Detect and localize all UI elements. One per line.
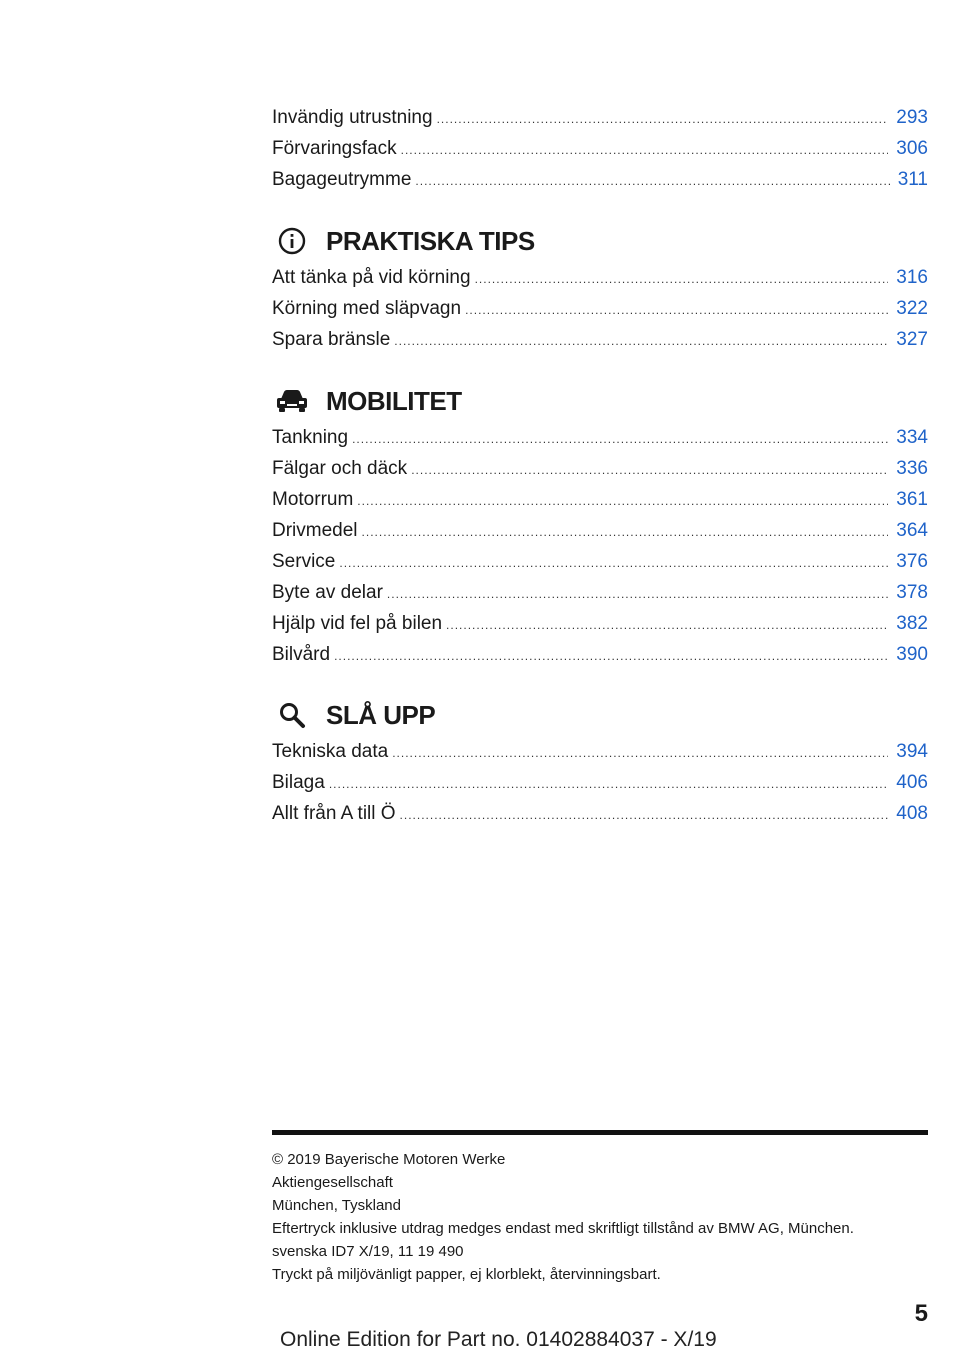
toc-entry-label: Motorrum	[272, 489, 354, 510]
car-icon	[272, 381, 312, 421]
dot-leader	[362, 517, 889, 548]
imprint-line: Eftertryck inklusive utdrag medges endast med skriftligt tillstånd av BMW AG, München.	[272, 1220, 854, 1237]
toc-entry-label: Hjälp vid fel på bilen	[272, 613, 443, 634]
toc-entry-page[interactable]: 378	[896, 582, 928, 603]
toc-entry-page[interactable]: 376	[896, 551, 928, 572]
toc-entry-page[interactable]: 382	[896, 613, 928, 634]
section-title: SLÅ UPP	[326, 699, 436, 730]
toc-entry-page[interactable]: 394	[896, 741, 928, 762]
toc-entry[interactable]	[272, 546, 928, 577]
imprint-line: München, Tyskland	[272, 1197, 401, 1214]
toc-entry[interactable]	[272, 102, 928, 133]
toc-entry[interactable]	[272, 736, 928, 767]
toc-top	[272, 102, 928, 195]
section-title: PRAKTISKA TIPS	[326, 225, 535, 256]
dot-leader	[339, 548, 888, 579]
dot-leader	[400, 800, 889, 831]
toc-entry[interactable]	[272, 767, 928, 798]
footer-edition: Online Edition for Part no. 01402884037 - X/19	[280, 1328, 717, 1351]
dot-leader	[357, 486, 888, 517]
toc-section-mobilitet	[272, 422, 928, 670]
toc-entry[interactable]	[272, 164, 928, 195]
toc-entry-page[interactable]: 364	[896, 520, 928, 541]
toc-entry[interactable]	[272, 324, 928, 355]
dot-leader	[411, 455, 888, 486]
imprint-line: Tryckt på miljövänligt papper, ej klorblekt, återvinningsbart.	[272, 1266, 661, 1283]
toc-entry-page[interactable]: 406	[896, 772, 928, 793]
dot-leader	[387, 579, 888, 610]
dot-leader	[352, 424, 888, 455]
toc-entry[interactable]	[272, 608, 928, 639]
toc-entry-label: Att tänka på vid körning	[272, 267, 471, 288]
section-heading-praktiska-tips	[272, 221, 535, 261]
dot-leader	[394, 326, 888, 357]
dot-leader	[437, 104, 889, 135]
toc-entry-page[interactable]: 336	[896, 458, 928, 479]
dot-leader	[401, 135, 889, 166]
toc-entry[interactable]	[272, 798, 928, 829]
imprint-line: © 2019 Bayerische Motoren Werke	[272, 1151, 506, 1168]
toc-entry-page[interactable]: 408	[896, 803, 928, 824]
toc-entry-label: Förvaringsfack	[272, 138, 397, 159]
toc-entry-label: Allt från A till Ö	[272, 803, 396, 824]
dot-leader	[465, 295, 888, 326]
section-heading-mobilitet	[272, 381, 462, 421]
toc-entry[interactable]	[272, 639, 928, 670]
page-number: 5	[914, 1300, 928, 1327]
toc-entry-page[interactable]: 293	[896, 107, 928, 128]
toc-entry-page[interactable]: 334	[896, 427, 928, 448]
toc-entry-page[interactable]: 306	[896, 138, 928, 159]
toc-entry-label: Byte av delar	[272, 582, 383, 603]
toc-entry[interactable]	[272, 422, 928, 453]
search-icon	[272, 695, 312, 735]
imprint-line: svenska ID7 X/19, 11 19 490	[272, 1243, 464, 1260]
toc-section-praktiska-tips	[272, 262, 928, 355]
toc-entry[interactable]	[272, 293, 928, 324]
dot-leader	[415, 166, 889, 197]
toc-entry-page[interactable]: 361	[896, 489, 928, 510]
toc-entry-page[interactable]: 327	[896, 329, 928, 350]
section-heading-sla-upp	[272, 695, 435, 735]
dot-leader	[446, 610, 888, 641]
toc-entry-page[interactable]: 316	[896, 267, 928, 288]
section-title: MOBILITET	[326, 385, 462, 416]
toc-entry[interactable]	[272, 577, 928, 608]
toc-entry-label: Fälgar och däck	[272, 458, 408, 479]
info-icon	[272, 221, 312, 261]
dot-leader	[392, 738, 888, 769]
toc-entry-label: Tekniska data	[272, 741, 389, 762]
toc-entry-page[interactable]: 390	[896, 644, 928, 665]
toc-entry-label: Körning med släpvagn	[272, 298, 462, 319]
dot-leader	[475, 264, 889, 295]
toc-entry[interactable]	[272, 133, 928, 164]
toc-entry-page[interactable]: 311	[897, 169, 928, 190]
toc-entry-label: Bilaga	[272, 772, 325, 793]
toc-entry-label: Drivmedel	[272, 520, 358, 541]
toc-entry[interactable]	[272, 453, 928, 484]
toc-entry-label: Tankning	[272, 427, 349, 448]
toc-entry[interactable]	[272, 262, 928, 293]
toc-entry-label: Spara bränsle	[272, 329, 391, 350]
toc-entry-label: Bagageutrymme	[272, 169, 412, 190]
toc-section-sla-upp	[272, 736, 928, 829]
toc-entry-label: Service	[272, 551, 336, 572]
toc-entry-label: Invändig utrustning	[272, 107, 433, 128]
imprint	[272, 1148, 928, 1286]
toc-entry[interactable]	[272, 484, 928, 515]
toc-entry-label: Bilvård	[272, 644, 331, 665]
toc-entry-page[interactable]: 322	[896, 298, 928, 319]
dot-leader	[334, 641, 888, 672]
divider-rule	[272, 1130, 928, 1135]
imprint-line: Aktiengesellschaft	[272, 1174, 393, 1191]
dot-leader	[329, 769, 888, 800]
toc-entry[interactable]	[272, 515, 928, 546]
